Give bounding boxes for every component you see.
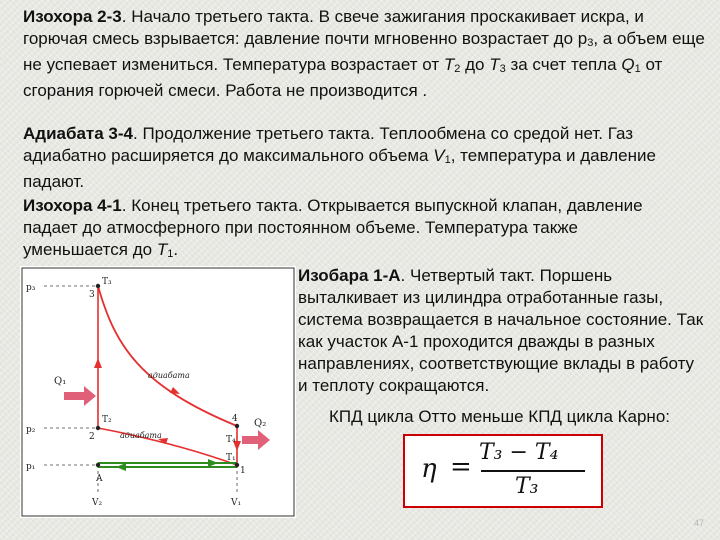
point-2 (96, 426, 100, 430)
label-p3: p₃ (26, 283, 36, 293)
label-point-a: A (96, 474, 103, 484)
label-t3: T₃ (102, 277, 112, 287)
formula-equals: = (450, 452, 472, 482)
label-adiabat-upper: адиабата (148, 371, 190, 380)
isobar-1-a-paragraph: Изобара 1-А. Четвертый такт. Поршень выталкивает из цилиндра отработанные газы, система возвращается в начальное состояние. Так как участок А-1 проходится дважды в разных направлениях, соответствующие вклады в работу и теплоту сокращаются. (298, 266, 704, 395)
label-p2: p₂ (26, 425, 36, 435)
isobar-1-a-title: Изобара 1-А (298, 266, 401, 285)
point-3 (96, 284, 100, 288)
label-point-4: 4 (232, 414, 238, 424)
label-point-1: 1 (240, 466, 246, 476)
formula-numerator: T₃ − T₄ (479, 440, 559, 465)
point-4 (235, 424, 239, 428)
point-a (96, 463, 100, 467)
diagram-background (20, 266, 296, 518)
label-q2: Q₂ (254, 418, 267, 429)
efficiency-formula-box (403, 434, 603, 508)
page-number: 47 (693, 518, 704, 528)
label-point-3: 3 (89, 290, 95, 300)
otto-cycle-pv-diagram (20, 266, 296, 518)
label-adiabat-lower: адиабата (120, 431, 162, 440)
isochore-4-1-paragraph: Изохора 4-1. Конец третьего такта. Открывается выпускной клапан, давление падает до атмосферного при постоянном объеме. Температура также уменьшается до $Т_1$. (23, 196, 643, 260)
label-v1: V₁ (231, 498, 242, 508)
adiabat-3-4-title: Адиабата 3-4 (23, 124, 134, 143)
label-q1: Q₁ (54, 376, 67, 387)
label-v2: V₂ (92, 498, 103, 508)
adiabat-3-4-paragraph: Адиабата 3-4. Продолжение третьего такта. Теплообмена со средой нет. Газ адиабатно расширяется до максимального объема $V_1$, температура и давление падают. (23, 124, 656, 191)
formula-fraction-bar (481, 470, 585, 472)
efficiency-note: КПД цикла Отто меньше КПД цикла Карно: (329, 407, 670, 426)
label-t1: T₁ (226, 453, 236, 463)
label-t2: T₂ (102, 415, 112, 425)
isochore-2-3-paragraph: Изохора 2-3. Начало третьего такта. В свече зажигания проскакивает искра, и горючая смесь взрывается: давление почти мгновенно возрастает до $р_3$, а объем еще не успевает измениться. Температура возрастает от $Т_2$ до $Т_3$ за счет тепла $Q_1$ от сгорания горючей смеси. Работа не производится . (23, 7, 705, 100)
point-1 (235, 463, 239, 467)
label-t4: T₄ (226, 435, 236, 445)
isochore-4-1-title: Изохора 4-1 (23, 196, 122, 215)
formula-eta: η (421, 454, 437, 484)
label-point-2: 2 (89, 432, 95, 442)
isochore-2-3-title: Изохора 2-3 (23, 7, 122, 26)
label-p1: p₁ (26, 462, 36, 472)
formula-denominator: T₃ (515, 474, 539, 499)
